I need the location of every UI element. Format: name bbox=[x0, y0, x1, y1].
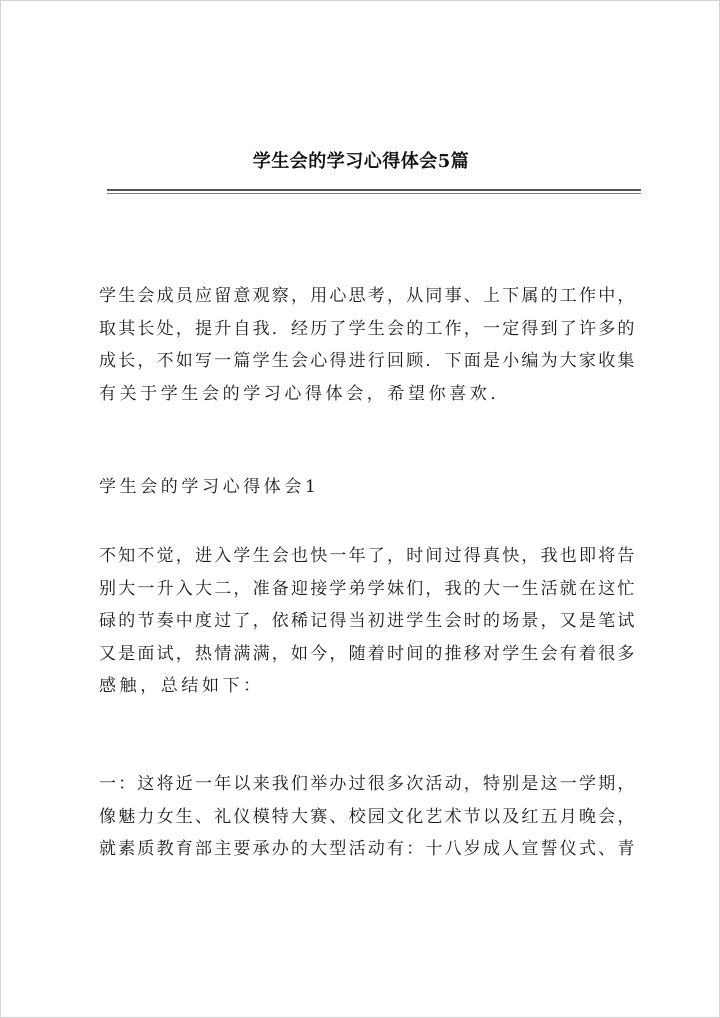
document-title: 学生会的学习心得体会5篇 bbox=[252, 151, 470, 172]
paragraph-line: 有关于学生会的学习心得体会，希望你喜欢． bbox=[99, 383, 511, 404]
paragraph-line: 碌的节奏中度过了，依稀记得当初进学生会时的场景，又是笔试 bbox=[99, 611, 637, 631]
paragraph-line: 就素质教育部主要承办的大型活动有：十八岁成人宣誓仪式、青 bbox=[99, 839, 637, 859]
paragraph-line: 像魅力女生、礼仪模特大赛、校园文化艺术节以及红五月晚会， bbox=[99, 806, 637, 827]
paragraph-line: 别大一升入大二，准备迎接学弟学妹们，我的大一生活就在这忙 bbox=[99, 578, 637, 599]
paragraph-line: 取其长处，提升自我．经历了学生会的工作，一定得到了许多的 bbox=[99, 318, 637, 339]
body-paragraph-1 bbox=[99, 540, 639, 703]
intro-paragraph bbox=[99, 280, 639, 410]
paragraph-line: 成长，不如写一篇学生会心得进行回顾．下面是小编为大家收集 bbox=[99, 351, 637, 371]
title-divider bbox=[107, 189, 641, 194]
paragraph-line: 感触，总结如下： bbox=[99, 676, 264, 696]
section-heading-text: 学生会的学习心得体会1 bbox=[99, 477, 320, 497]
paragraph-line: 又是面试，热情满满，如今，随着时间的推移对学生会有着很多 bbox=[99, 643, 637, 664]
paragraph-line: 学生会成员应留意观察，用心思考，从同事、上下属的工作中， bbox=[99, 286, 637, 306]
paragraph-line: 一：这将近一年以来我们举办过很多次活动，特别是这一学期， bbox=[99, 774, 637, 794]
section-heading bbox=[99, 471, 639, 504]
paragraph-line: 不知不觉，进入学生会也快一年了，时间过得真快，我也即将告 bbox=[99, 546, 637, 566]
body-paragraph-2 bbox=[99, 768, 639, 866]
